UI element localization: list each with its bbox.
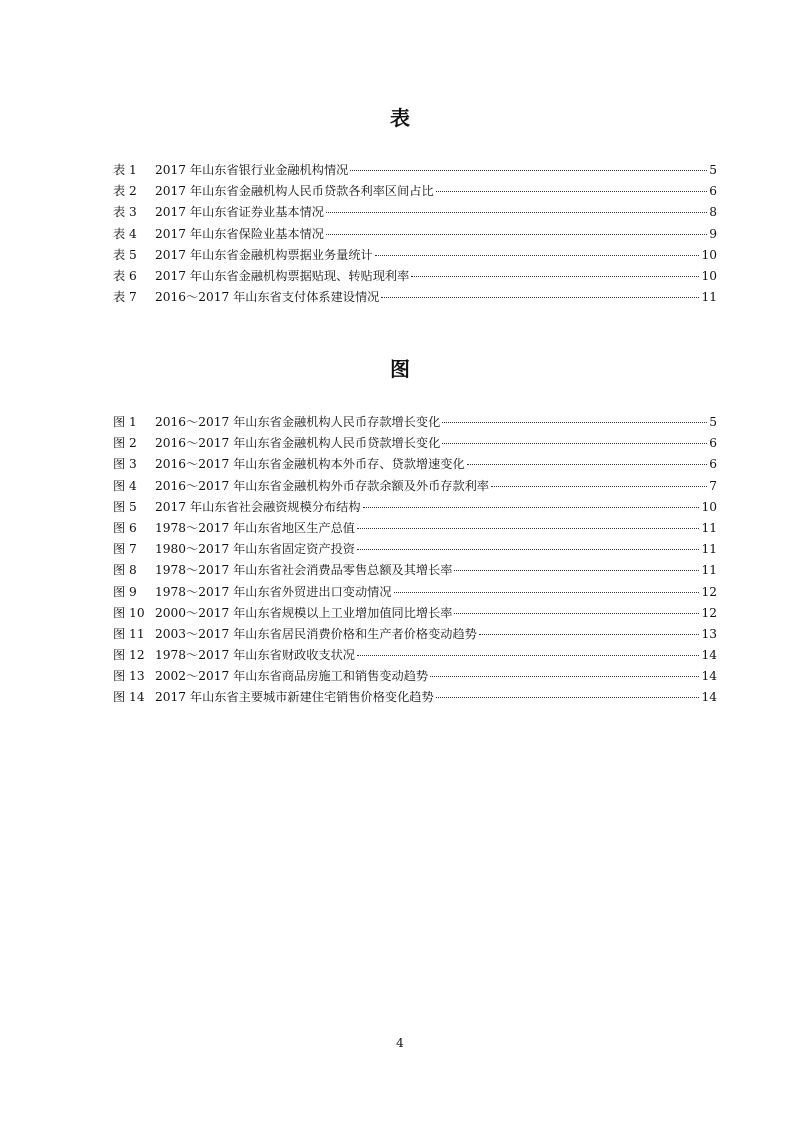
dot-leader — [363, 507, 700, 508]
toc-label: 表 2 — [113, 184, 137, 199]
toc-title: 2017 年山东省社会融资规模分布结构 — [155, 499, 361, 514]
toc-label: 图 7 — [113, 542, 137, 557]
toc-title: 2017 年山东省金融机构票据贴现、转贴现利率 — [155, 268, 410, 283]
toc-label: 图 8 — [113, 563, 137, 578]
toc-label: 图 5 — [113, 499, 137, 514]
toc-title: 2000～2017 年山东省规模以上工业增加值同比增长率 — [155, 605, 453, 620]
dot-leader — [454, 570, 699, 571]
toc-figure-entry-14[interactable] — [113, 687, 717, 708]
toc-label: 图 11 — [113, 626, 145, 641]
toc-page-number: 10 — [701, 499, 717, 514]
toc-page-number: 14 — [701, 648, 717, 663]
toc-page-number: 11 — [701, 520, 717, 535]
toc-figure-entry-4[interactable] — [113, 476, 717, 497]
dot-leader — [381, 297, 699, 298]
dot-leader — [436, 697, 700, 698]
toc-table-entry-6[interactable] — [113, 266, 717, 287]
toc-page-number: 13 — [701, 626, 717, 641]
toc-page-number: 14 — [701, 690, 717, 705]
figures-section-title: 图 — [390, 357, 410, 381]
toc-label: 图 2 — [113, 436, 137, 451]
dot-leader — [326, 212, 707, 213]
toc-page-number: 5 — [709, 163, 717, 177]
toc-page-number: 12 — [701, 605, 717, 620]
toc-label: 图 9 — [113, 584, 137, 599]
toc-page-number: 7 — [709, 478, 717, 493]
toc-figure-entry-6[interactable] — [113, 518, 717, 539]
page-number: 4 — [396, 1036, 404, 1050]
dot-leader — [357, 528, 700, 529]
toc-table-entry-5[interactable] — [113, 245, 717, 266]
toc-figure-entry-9[interactable] — [113, 582, 717, 603]
toc-figure-entry-1[interactable] — [113, 412, 717, 433]
dot-leader — [350, 170, 707, 171]
dot-leader — [436, 191, 708, 192]
toc-figure-entry-2[interactable] — [113, 433, 717, 454]
toc-title: 2017 年山东省保险业基本情况 — [155, 226, 324, 241]
dot-leader — [442, 443, 707, 444]
toc-title: 2016～2017 年山东省金融机构外币存款余额及外币存款利率 — [155, 478, 490, 493]
toc-title: 2016～2017 年山东省支付体系建设情况 — [155, 290, 380, 305]
toc-figure-entry-11[interactable] — [113, 624, 717, 645]
toc-label: 图 14 — [113, 690, 145, 705]
toc-label: 图 13 — [113, 669, 145, 684]
toc-table-entry-1[interactable] — [113, 160, 717, 181]
toc-title: 2017 年山东省金融机构人民币贷款各利率区间占比 — [155, 184, 434, 199]
dot-leader — [430, 676, 699, 677]
toc-figure-entry-12[interactable] — [113, 645, 717, 666]
toc-label: 表 6 — [113, 268, 137, 283]
dot-leader — [357, 549, 700, 550]
toc-label: 表 7 — [113, 290, 137, 305]
dot-leader — [454, 613, 699, 614]
toc-page-number: 9 — [709, 226, 717, 241]
dot-leader — [375, 255, 700, 256]
toc-page-number: 14 — [701, 669, 717, 684]
toc-page-number: 10 — [701, 247, 717, 262]
toc-title: 2016～2017 年山东省金融机构人民币贷款增长变化 — [155, 436, 441, 451]
toc-page-number: 11 — [701, 563, 717, 578]
toc-title: 2016～2017 年山东省金融机构本外币存、贷款增速变化 — [155, 457, 465, 472]
toc-title: 2003～2017 年山东省居民消费价格和生产者价格变动趋势 — [155, 626, 477, 641]
toc-label: 表 4 — [113, 226, 137, 241]
dot-leader — [411, 276, 699, 277]
dot-leader — [442, 422, 707, 423]
toc-figure-entry-7[interactable] — [113, 539, 717, 560]
toc-page-number: 5 — [709, 415, 717, 429]
toc-title: 1978～2017 年山东省地区生产总值 — [155, 520, 355, 535]
toc-title: 2017 年山东省银行业金融机构情况 — [155, 163, 349, 177]
toc-title: 1980～2017 年山东省固定资产投资 — [155, 542, 355, 557]
toc-table-entry-2[interactable] — [113, 181, 717, 202]
dot-leader — [357, 655, 700, 656]
toc-figure-entry-3[interactable] — [113, 454, 717, 475]
dot-leader — [326, 234, 707, 235]
toc-page-number: 6 — [709, 184, 717, 199]
dot-leader — [479, 634, 700, 635]
toc-table-entry-7[interactable] — [113, 287, 717, 308]
tables-section-title: 表 — [390, 106, 410, 130]
toc-page-number: 11 — [701, 290, 717, 305]
dot-leader — [491, 486, 707, 487]
toc-title: 1978～2017 年山东省外贸进出口变动情况 — [155, 584, 392, 599]
toc-table-entry-4[interactable] — [113, 224, 717, 245]
toc-label: 图 1 — [113, 415, 137, 429]
toc-page-number: 6 — [709, 457, 717, 472]
toc-label: 图 3 — [113, 457, 137, 472]
toc-figure-entry-13[interactable] — [113, 666, 717, 687]
tables-list — [113, 160, 717, 308]
toc-label: 图 10 — [113, 605, 145, 620]
toc-title: 2016～2017 年山东省金融机构人民币存款增长变化 — [155, 415, 441, 429]
toc-page-number: 12 — [701, 584, 717, 599]
toc-page-number: 8 — [709, 205, 717, 220]
toc-title: 1978～2017 年山东省社会消费品零售总额及其增长率 — [155, 563, 453, 578]
dot-leader — [394, 592, 700, 593]
toc-title: 2017 年山东省金融机构票据业务量统计 — [155, 247, 373, 262]
toc-label: 表 3 — [113, 205, 137, 220]
toc-label: 图 4 — [113, 478, 137, 493]
toc-figure-entry-10[interactable] — [113, 603, 717, 624]
toc-title: 2017 年山东省主要城市新建住宅销售价格变化趋势 — [155, 690, 434, 705]
toc-label: 图 6 — [113, 520, 137, 535]
toc-table-entry-3[interactable] — [113, 202, 717, 223]
figures-list — [113, 412, 717, 709]
toc-page-number: 6 — [709, 436, 717, 451]
toc-label: 表 5 — [113, 247, 137, 262]
toc-figure-entry-5[interactable] — [113, 497, 717, 518]
toc-page-number: 11 — [701, 542, 717, 557]
toc-page-number: 10 — [701, 268, 717, 283]
toc-figure-entry-8[interactable] — [113, 560, 717, 581]
dot-leader — [467, 464, 708, 465]
toc-title: 1978～2017 年山东省财政收支状况 — [155, 648, 355, 663]
toc-title: 2002～2017 年山东省商品房施工和销售变动趋势 — [155, 669, 429, 684]
toc-label: 图 12 — [113, 648, 145, 663]
toc-title: 2017 年山东省证券业基本情况 — [155, 205, 324, 220]
toc-label: 表 1 — [113, 163, 137, 177]
